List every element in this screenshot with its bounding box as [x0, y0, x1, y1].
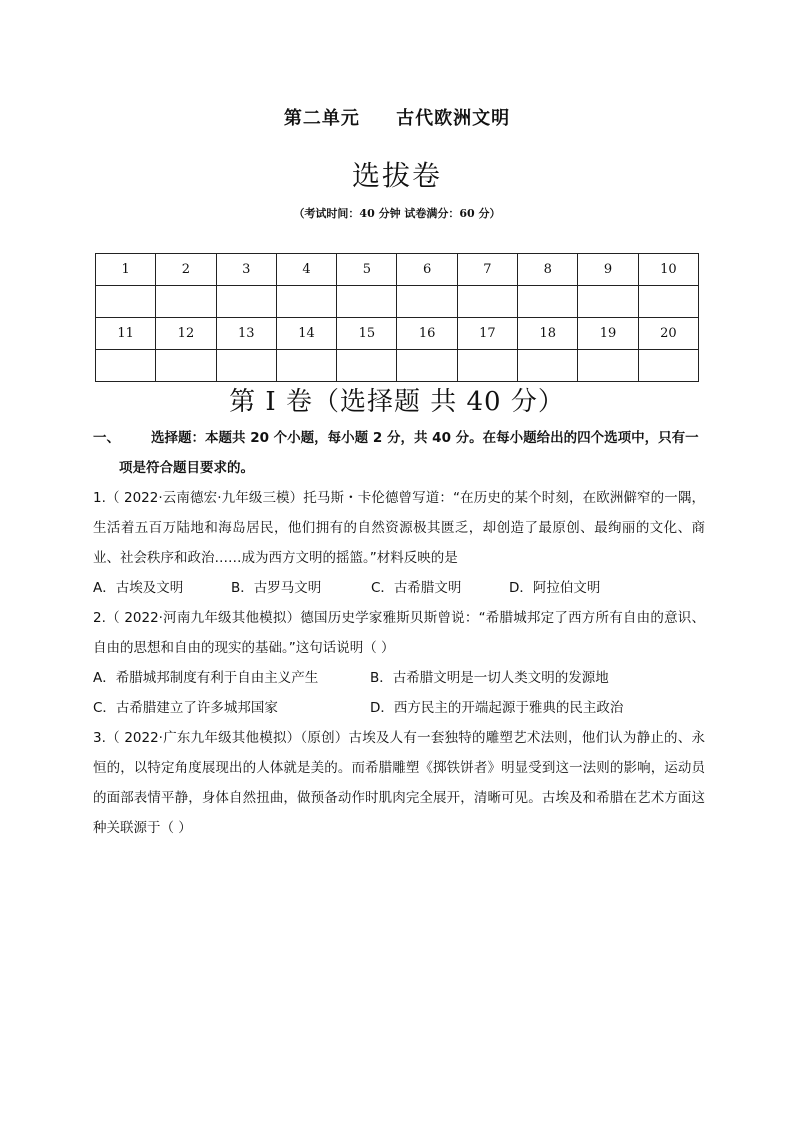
answer-row	[96, 350, 699, 382]
question-number-cell: 4	[276, 254, 336, 286]
question-2-options-row1	[93, 663, 705, 693]
answer-cell[interactable]	[216, 286, 276, 318]
unit-title: 第二单元 古代欧洲文明	[283, 108, 511, 129]
question-number-cell: 17	[457, 318, 517, 350]
question-number-cell: 14	[276, 318, 336, 350]
exam-info: （考试时间：40 分钟 试卷满分：60 分）	[293, 207, 501, 220]
question-2-stem: 2.（ 2022·河南九年级其他模拟）德国历史学家雅斯贝斯曾说：“希腊城邦定了西方所有自由的意识、自由的思想和自由的现实的基础。”这句话说明（ ）	[93, 610, 705, 656]
answer-cell[interactable]	[337, 350, 397, 382]
answer-cell[interactable]	[638, 286, 698, 318]
answer-cell[interactable]	[96, 286, 156, 318]
instructions-line2: 项是符合题目要求的。	[119, 460, 254, 476]
option-a[interactable]: A．古埃及文明	[93, 580, 184, 596]
question-number-cell: 5	[337, 254, 397, 286]
question-number-cell: 2	[156, 254, 216, 286]
question-number-cell: 19	[578, 318, 638, 350]
answer-cell[interactable]	[337, 286, 397, 318]
question-number-cell: 3	[216, 254, 276, 286]
question-number-row	[96, 254, 699, 286]
instructions	[93, 423, 705, 453]
option-c[interactable]: C．古希腊建立了许多城邦国家	[93, 700, 278, 716]
answer-cell[interactable]	[578, 286, 638, 318]
answer-cell[interactable]	[276, 286, 336, 318]
question-number-cell: 11	[96, 318, 156, 350]
answer-cell[interactable]	[457, 350, 517, 382]
question-number-cell: 18	[518, 318, 578, 350]
question-1-options	[93, 573, 705, 603]
question-number-cell: 16	[397, 318, 457, 350]
question-number-cell: 1	[96, 254, 156, 286]
question-number-cell: 10	[638, 254, 698, 286]
answer-cell[interactable]	[518, 350, 578, 382]
answer-cell[interactable]	[457, 286, 517, 318]
answer-row	[96, 286, 699, 318]
answer-cell[interactable]	[156, 286, 216, 318]
question-1-stem: 1.（ 2022·云南德宏·九年级三模）托马斯・卡伦德曾写道：“在历史的某个时刻，在欧洲僻窄的一隅，生活着五百万陆地和海岛居民，他们拥有的自然资源极其匮乏，却创造了最原创、最绚丽的文化、商业、社会秩序和政治……成为西方文明的摇篮。”材料反映的是	[93, 490, 705, 566]
answer-cell[interactable]	[578, 350, 638, 382]
answer-cell[interactable]	[156, 350, 216, 382]
answer-cell[interactable]	[518, 286, 578, 318]
question-number-cell: 9	[578, 254, 638, 286]
question-number-row	[96, 318, 699, 350]
option-b[interactable]: B．古罗马文明	[231, 580, 322, 596]
option-a[interactable]: A．希腊城邦制度有利于自由主义产生	[93, 670, 319, 686]
question-2-options-row2	[93, 693, 705, 723]
answer-cell[interactable]	[397, 286, 457, 318]
answer-cell[interactable]	[638, 350, 698, 382]
answer-cell[interactable]	[96, 350, 156, 382]
answer-grid	[95, 253, 699, 382]
answer-cell[interactable]	[216, 350, 276, 382]
question-number-cell: 6	[397, 254, 457, 286]
section-title: 第 I 卷（选择题 共 40 分）	[229, 387, 565, 417]
question-number-cell: 20	[638, 318, 698, 350]
question-number-cell: 12	[156, 318, 216, 350]
question-number-cell: 8	[518, 254, 578, 286]
question-content	[93, 423, 705, 843]
question-number-cell: 7	[457, 254, 517, 286]
answer-cell[interactable]	[276, 350, 336, 382]
option-d[interactable]: D．西方民主的开端起源于雅典的民主政治	[370, 700, 624, 716]
section-number: 一、	[93, 430, 120, 446]
option-c[interactable]: C．古希腊文明	[371, 580, 462, 596]
paper-title: 选拔卷	[351, 159, 442, 192]
question-number-cell: 15	[337, 318, 397, 350]
option-b[interactable]: B．古希腊文明是一切人类文明的发源地	[370, 670, 609, 686]
instructions-line1: 选择题：本题共 20 个小题，每小题 2 分，共 40 分。在每小题给出的四个选项中，只有一	[151, 430, 699, 446]
question-3-stem: 3.（ 2022·广东九年级其他模拟）（原创）古埃及人有一套独特的雕塑艺术法则，他们认为静止的、永恒的，以特定角度展现出的人体就是美的。而希腊雕塑《掷铁饼者》明显受到这一法则的影响，运动员的面部表情平静，身体自然扭曲，做预备动作时肌肉完全展开，清晰可见。古埃及和希腊在艺术方面这种关联源于（ ）	[93, 730, 705, 836]
answer-cell[interactable]	[397, 350, 457, 382]
option-d[interactable]: D．阿拉伯文明	[509, 580, 601, 596]
question-number-cell: 13	[216, 318, 276, 350]
